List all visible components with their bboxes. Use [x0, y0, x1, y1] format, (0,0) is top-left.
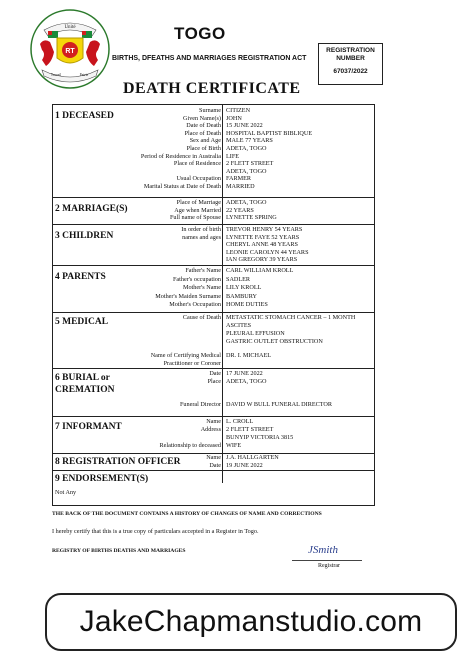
- emblem-banner: Unité: [64, 25, 76, 30]
- field-label: Name of Certifying Medical: [150, 352, 221, 359]
- section-burial-heading-2: CREMATION: [55, 385, 115, 395]
- field-value: BUNYIP VICTORIA 3815: [226, 434, 294, 441]
- field-value: 17 JUNE 2022: [226, 370, 263, 377]
- field-value: ADETA, TOGO: [226, 199, 267, 206]
- field-value: JOHN: [226, 114, 242, 122]
- field-value: ADETA, TOGO: [226, 378, 267, 385]
- field-label: Full name of Spouse: [169, 214, 221, 222]
- cause-of-death: METASTATIC STOMACH CANCER – 1 MONTH: [226, 314, 356, 321]
- registry-name: REGISTRY OF BIRTHS DEATHS AND MARRIAGES: [52, 548, 186, 554]
- emblem-initials: RT: [65, 48, 75, 55]
- section-officer-heading: 8 REGISTRATION OFFICER: [55, 457, 181, 467]
- field-label: Father's occupation: [172, 275, 221, 283]
- section-endorsement-heading: 9 ENDORSEMENT(S): [55, 474, 149, 484]
- field-value: HOSPITAL BAPTIST BIBLIQUE: [226, 129, 313, 137]
- document-title: DEATH CERTIFICATE: [123, 80, 301, 97]
- field-value: HOME DUTIES: [226, 301, 268, 309]
- field-label: Name: [206, 454, 221, 461]
- back-of-document-note: THE BACK OF THE DOCUMENT CONTAINS A HISTORY OF CHANGES OF NAME AND CORRECTIONS: [52, 511, 322, 517]
- field-value: L. CROLL: [226, 418, 254, 425]
- child-entry: LEONIE CAROLYN 44 YEARS: [226, 248, 309, 256]
- field-value: WIFE: [226, 442, 242, 449]
- child-entry: IAN GREGORY 39 YEARS: [226, 256, 298, 264]
- registration-number: 67037/2022: [333, 68, 368, 75]
- field-label: Place of Residence: [173, 160, 221, 168]
- endorsement-value: Not Any: [55, 489, 77, 496]
- registration-label: REGISTRATION NUMBER: [326, 47, 375, 62]
- field-value: FARMER: [226, 175, 251, 183]
- field-label: Given Name(s): [183, 114, 221, 122]
- field-label: Cause of Death: [182, 314, 221, 321]
- field-label: Sex and Age: [189, 137, 221, 145]
- field-label: Date of Death: [186, 122, 221, 130]
- emblem-banner-right: Patrie: [79, 73, 89, 77]
- field-value: CARL WILLIAM KROLL: [226, 267, 294, 274]
- field-label: Place of Death: [184, 129, 221, 137]
- field-label: Mother's Occupation: [169, 301, 221, 309]
- field-value: 2 FLETT STREET: [226, 160, 274, 168]
- field-value: LILY KROLL: [226, 284, 262, 292]
- field-label: Address: [200, 426, 221, 433]
- signature-line: [292, 560, 362, 561]
- cause-of-death: ASCITES: [226, 322, 252, 329]
- country-title: TOGO: [174, 24, 226, 43]
- cause-of-death: PLEURAL EFFUSION: [226, 330, 285, 337]
- child-entry: TREVOR HENRY 54 YEARS: [226, 226, 303, 233]
- field-value: CITIZEN: [226, 107, 251, 114]
- certification-statement: I hereby certify that this is a true copy of particulars accepted in a Register in Togo.: [52, 528, 259, 535]
- section-medical-heading: 5 MEDICAL: [55, 317, 109, 327]
- divider: [52, 265, 374, 266]
- field-label: Surname: [199, 107, 221, 114]
- field-label: Usual Occupation: [176, 175, 221, 183]
- field-label: Practitioner or Coroner: [163, 359, 221, 367]
- field-label: Father's Name: [185, 267, 221, 274]
- field-value: 2 FLETT STREET: [226, 426, 274, 433]
- registrar-signature: JSmith: [308, 544, 338, 556]
- field-value: SADLER: [226, 275, 251, 283]
- field-value: 22 YEARS: [226, 206, 254, 214]
- divider: [52, 470, 374, 471]
- registration-number-box: [318, 43, 383, 85]
- divider: [52, 368, 374, 369]
- divider: [52, 197, 374, 198]
- field-label: Funeral Director: [179, 401, 221, 408]
- field-value: ADETA, TOGO: [226, 167, 267, 175]
- field-label: Marital Status at Date of Death: [143, 183, 221, 190]
- field-label: Relationship to deceased: [159, 442, 221, 449]
- field-value: BAMBURY: [226, 292, 257, 300]
- watermark-banner: JakeChapmanstudio.com: [45, 593, 457, 651]
- field-value: J.A. HALLGARTEN: [226, 454, 279, 461]
- divider: [52, 312, 374, 313]
- divider: [52, 416, 374, 417]
- field-label: In order of birth: [181, 226, 221, 233]
- child-entry: LYNETTE FAYE 52 YEARS: [226, 233, 300, 241]
- field-label: Place of Birth: [186, 145, 221, 152]
- field-label: Date: [209, 462, 221, 469]
- certifier-name: DR. I. MICHAEL: [226, 352, 272, 359]
- field-value: MARRIED: [226, 183, 255, 190]
- field-label: Place of Marriage: [176, 199, 221, 206]
- column-divider: [222, 105, 223, 483]
- divider: [52, 224, 374, 225]
- field-label: Place: [207, 378, 221, 385]
- section-deceased-heading: 1 DECEASED: [55, 111, 114, 121]
- field-label: names and ages: [182, 234, 221, 241]
- field-label: Period of Residence in Australia: [140, 152, 221, 160]
- section-informant-heading: 7 INFORMANT: [55, 422, 122, 432]
- field-value: ADETA, TOGO: [226, 145, 267, 152]
- cause-of-death: GASTRIC OUTLET OBSTRUCTION: [226, 338, 323, 345]
- field-value: 15 JUNE 2022: [226, 122, 263, 130]
- field-value: MALE 77 YEARS: [226, 137, 273, 145]
- coat-of-arms-emblem: [30, 8, 110, 90]
- field-label: Mother's Name: [182, 284, 221, 292]
- section-children-heading: 3 CHILDREN: [55, 231, 114, 241]
- funeral-director: DAVID W BULL FUNERAL DIRECTOR: [226, 401, 332, 408]
- field-label: Age when Married: [174, 206, 221, 214]
- field-value: LIFE: [226, 152, 240, 160]
- field-label: Mother's Maiden Surname: [155, 292, 221, 300]
- field-label: Date: [209, 370, 221, 377]
- child-entry: CHERYL ANNE 48 YEARS: [226, 241, 298, 249]
- field-value: LYNETTE SPRING: [226, 214, 277, 222]
- registrar-label: Registrar: [318, 563, 340, 569]
- section-burial-heading: 6 BURIAL or: [55, 373, 110, 383]
- section-parents-heading: 4 PARENTS: [55, 272, 106, 282]
- field-value: 19 JUNE 2022: [226, 462, 263, 469]
- registration-act: BIRTHS, DFEATHS AND MARRIAGES REGISTRATION ACT: [112, 55, 307, 62]
- section-marriage-heading: 2 MARRIAGE(S): [55, 204, 128, 214]
- field-label: Name: [206, 418, 221, 425]
- emblem-banner-left: Travail: [50, 73, 62, 77]
